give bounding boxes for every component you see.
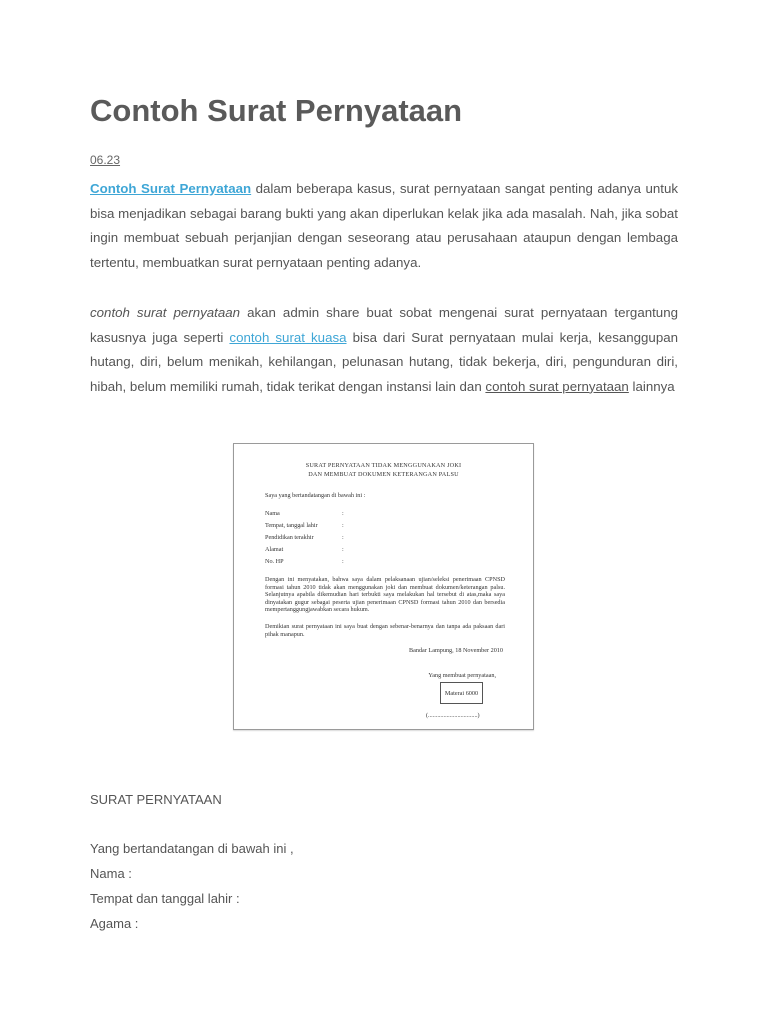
letter-intro: Saya yang bertandatangan di bawah ini :: [265, 492, 366, 499]
materai-stamp: Materai 6000: [440, 682, 483, 704]
letter-heading-line-1: SURAT PERNYATAAN TIDAK MENGGUNAKAN JOKI: [305, 462, 462, 469]
surat-field-ttl: Tempat dan tanggal lahir :: [90, 891, 240, 906]
post-timestamp-link[interactable]: 06.23: [90, 153, 121, 167]
second-paragraph-text-2: bisa dari Surat pernyataan mulai kerja, kesanggupan hutang, diri, belum menikah, kehilangan, pelunasan hutang, tidak bekerja, diri, pengunduran diri, hibah, belum memiliki rumah, tidak terikat dengan instansi lain dan: [90, 329, 679, 394]
letter-heading-line-2: DAN MEMBUAT DOKUMEN KETERANGAN PALSU: [308, 471, 459, 478]
letter-colon: :: [342, 510, 344, 517]
letter-field-ttl: Tempat, tanggal lahir: [265, 522, 318, 529]
letter-body-2: Demikian surat pernyataan ini saya buat dengan sebenar-benarnya dan tanpa ada paksaan dari pihak manapun.: [265, 623, 505, 638]
page-title: Contoh Surat Pernyataan: [90, 93, 463, 128]
contoh-surat-kuasa-link[interactable]: contoh surat kuasa: [229, 329, 347, 345]
letter-place-date: Bandar Lampung, 18 November 2010: [409, 647, 503, 654]
letter-field-nama: Nama: [265, 510, 280, 517]
italic-phrase: contoh surat pernyataan: [90, 305, 241, 320]
letter-field-alamat: Alamat: [265, 546, 284, 553]
second-paragraph-text-3: lainnya: [628, 378, 675, 394]
intro-paragraph-text: dalam beberapa kasus, surat pernyataan sangat penting adanya untuk bisa menjadikan sebagai barang bukti yang akan diperlukan kelak jika ada masalah. Nah, jika sobat ingin membuat sebuah perjanjian dengan seseorang atau perusahaan ataupun dengan lembaga tertentu, membuatkan surat pernyataan penting adanya.: [90, 181, 678, 270]
letter-colon: :: [342, 558, 344, 565]
surat-title: SURAT PERNYATAAN: [90, 792, 222, 807]
letter-signer: Yang membuat pernyataan,: [428, 672, 496, 679]
letter-colon: :: [342, 534, 344, 541]
intro-paragraph: [90, 177, 678, 275]
sample-letter-image: [233, 443, 534, 730]
letter-colon: :: [342, 522, 344, 529]
contoh-surat-pernyataan-link-2[interactable]: contoh surat pernyataan: [485, 378, 629, 394]
letter-body-1: Dengan ini menyatakan, bahwa saya dalam pelaksanaan ujian/seleksi penerimaan CPNSD formasi tahun 2010 tidak akan menggunakan joki dan membuat dokumen/keterangan palsu. Selanjutnya apabila dikemudian hari terbukti saya melakukan hal tersebut di atas,maka saya dinyatakan gugur sebagai peserta ujian penerimaan CPNSD formasi tahun 2010 dan bersedia mempertanggungjawabkan secara hukum.: [265, 576, 505, 614]
letter-sign-line: (................................): [426, 712, 480, 719]
second-paragraph-text-1: akan admin share buat sobat mengenai surat pernyataan tergantung kasusnya juga seperti: [90, 305, 678, 345]
surat-intro: Yang bertandatangan di bawah ini ,: [90, 841, 294, 856]
letter-field-hp: No. HP: [265, 558, 284, 565]
letter-field-pendidikan: Pendidikan terakhir: [265, 534, 314, 541]
surat-field-agama: Agama :: [90, 916, 139, 931]
surat-field-nama: Nama :: [90, 866, 132, 881]
letter-colon: :: [342, 546, 344, 553]
second-paragraph: [90, 301, 678, 399]
contoh-surat-pernyataan-link[interactable]: Contoh Surat Pernyataan: [90, 181, 252, 196]
